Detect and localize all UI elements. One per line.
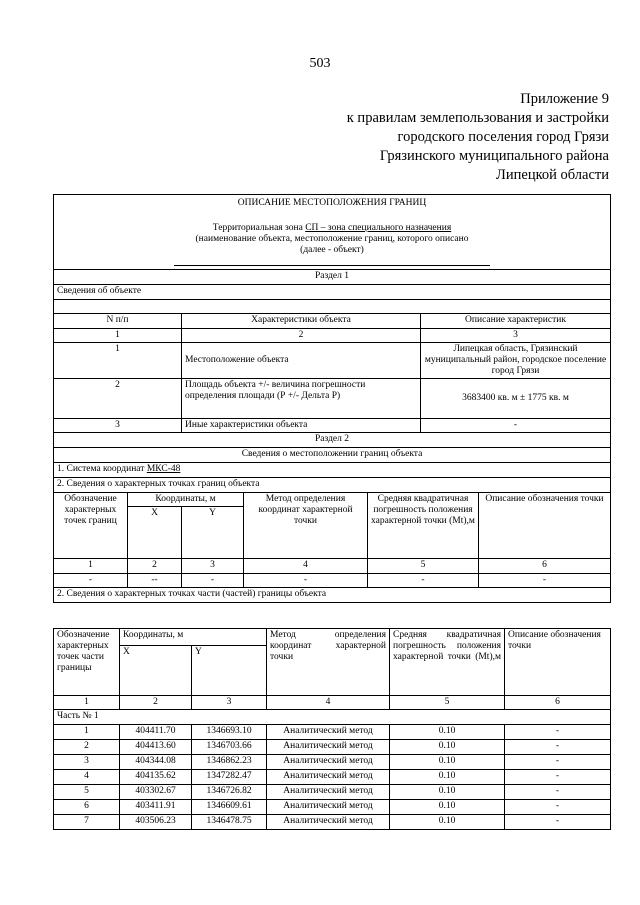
header-note: (наименование объекта, местоположение границ, которого описано <box>195 234 469 244</box>
cell: - <box>479 574 611 588</box>
cell: -- <box>128 574 182 588</box>
point-x: 403302.67 <box>120 785 192 800</box>
appendix-title: Приложение 9 <box>520 91 609 107</box>
point-error: 0.10 <box>390 755 505 770</box>
zone-name: СП – зона специального назначения <box>305 223 452 233</box>
point-description: - <box>505 725 611 740</box>
point-error: 0.10 <box>390 740 505 755</box>
point-method: Аналитический метод <box>267 755 390 770</box>
part-label: Часть № 1 <box>54 710 611 725</box>
col-header-y: Y <box>182 507 244 559</box>
characteristic-name: Местоположение объекта <box>182 343 421 379</box>
col-number: 3 <box>421 329 611 343</box>
point-number: 4 <box>54 770 120 785</box>
table-row <box>54 574 611 588</box>
coord-system-label: 1. Система координат <box>57 464 147 474</box>
point-x: 404411.70 <box>120 725 192 740</box>
point-number: 1 <box>54 725 120 740</box>
characteristic-value: - <box>421 419 611 433</box>
parts-table <box>53 628 611 830</box>
table-row <box>54 725 611 740</box>
characteristic-name: Иные характеристики объекта <box>182 419 421 433</box>
point-x: 404413.60 <box>120 740 192 755</box>
table-row <box>54 379 611 419</box>
col-number: 1 <box>54 696 120 710</box>
parts-title: 2. Сведения о характерных точках части (частей) границы объекта <box>54 588 611 603</box>
col-number: 2 <box>128 559 182 574</box>
appendix-line: Грязинского муниципального района <box>379 148 609 164</box>
col-header: N п/п <box>54 314 182 329</box>
point-y: 1347282.47 <box>192 770 267 785</box>
table-row <box>54 800 611 815</box>
spacer-row <box>54 300 611 314</box>
col-number: 5 <box>390 696 505 710</box>
page-number: 503 <box>309 56 331 71</box>
point-description: - <box>505 815 611 830</box>
col-number: 2 <box>182 329 421 343</box>
point-method: Аналитический метод <box>267 740 390 755</box>
col-header: Координаты, м <box>128 493 244 507</box>
cell: - <box>368 574 479 588</box>
point-x: 404135.62 <box>120 770 192 785</box>
col-header: Обозначение характерных точек границ <box>54 493 128 559</box>
point-description: - <box>505 755 611 770</box>
col-header: Характеристики объекта <box>182 314 421 329</box>
table-row <box>54 343 611 379</box>
point-description: - <box>505 800 611 815</box>
header-rule <box>174 265 490 266</box>
col-number: 5 <box>368 559 479 574</box>
point-error: 0.10 <box>390 815 505 830</box>
header-note: (далее - объект) <box>300 245 364 255</box>
appendix-line: Липецкой области <box>496 167 609 183</box>
col-number: 1 <box>54 559 128 574</box>
cell: - <box>54 574 128 588</box>
appendix-header <box>347 90 609 185</box>
col-number: 4 <box>244 559 368 574</box>
section1-title: Раздел 1 <box>54 270 611 285</box>
point-y: 1346862.23 <box>192 755 267 770</box>
point-number: 7 <box>54 815 120 830</box>
col-header: Обозначение характерных точек части границы <box>54 629 120 696</box>
point-y: 1346693.10 <box>192 725 267 740</box>
point-number: 6 <box>54 800 120 815</box>
point-x: 403506.23 <box>120 815 192 830</box>
point-method: Аналитический метод <box>267 815 390 830</box>
point-error: 0.10 <box>390 725 505 740</box>
table-row <box>54 815 611 830</box>
table-row <box>54 740 611 755</box>
coord-system-name: МКС-48 <box>146 464 181 474</box>
boundary-description-table <box>53 194 611 603</box>
point-number: 5 <box>54 785 120 800</box>
table-row <box>54 770 611 785</box>
cell: - <box>182 574 244 588</box>
col-number: 2 <box>120 696 192 710</box>
col-header-x: X <box>128 507 182 559</box>
col-header: Средняя квадратичная погрешность положения характерной точки (Мt),м <box>368 493 479 559</box>
section2-title: Раздел 2 <box>54 433 611 448</box>
point-y: 1346609.61 <box>192 800 267 815</box>
section1-subtitle: Сведения об объекте <box>54 285 611 300</box>
col-header-x: X <box>120 646 192 696</box>
point-method: Аналитический метод <box>267 725 390 740</box>
col-header: Координаты, м <box>120 629 267 646</box>
point-description: - <box>505 770 611 785</box>
table-row <box>54 755 611 770</box>
row-number: 1 <box>54 343 182 379</box>
col-header: Метод определения координат характерной точки <box>244 493 368 559</box>
table-row <box>54 785 611 800</box>
point-description: - <box>505 785 611 800</box>
document-header-box <box>54 195 611 270</box>
cell: - <box>244 574 368 588</box>
col-header: Метод определения координат характерной точки <box>267 629 390 696</box>
point-method: Аналитический метод <box>267 770 390 785</box>
section2-subtitle: Сведения о местоположении границ объекта <box>54 448 611 463</box>
point-y: 1346703.66 <box>192 740 267 755</box>
appendix-line: к правилам землепользования и застройки <box>346 110 609 126</box>
points-title: 2. Сведения о характерных точках границ объекта <box>54 478 611 493</box>
point-error: 0.10 <box>390 785 505 800</box>
col-number: 4 <box>267 696 390 710</box>
point-method: Аналитический метод <box>267 800 390 815</box>
point-x: 403411.91 <box>120 800 192 815</box>
point-y: 1346478.75 <box>192 815 267 830</box>
characteristic-value: Липецкая область, Грязинский муниципальный район, городское поселение город Грязи <box>421 343 611 379</box>
col-header: Описание обозначения точки <box>479 493 611 559</box>
col-number: 6 <box>505 696 611 710</box>
col-number: 6 <box>479 559 611 574</box>
characteristic-name: Площадь объекта +/- величина погрешности определения площади (Р +/- Дельта Р) <box>182 379 421 419</box>
point-method: Аналитический метод <box>267 785 390 800</box>
zone-line <box>57 223 607 234</box>
row-number: 3 <box>54 419 182 433</box>
coord-system <box>54 463 611 478</box>
row-number: 2 <box>54 379 182 419</box>
document-title: ОПИСАНИЕ МЕСТОПОЛОЖЕНИЯ ГРАНИЦ <box>237 198 427 208</box>
col-number: 3 <box>192 696 267 710</box>
point-error: 0.10 <box>390 800 505 815</box>
appendix-line: городского поселения город Грязи <box>397 129 609 145</box>
col-header: Описание характеристик <box>421 314 611 329</box>
col-header-y: Y <box>192 646 267 696</box>
point-y: 1346726.82 <box>192 785 267 800</box>
point-number: 3 <box>54 755 120 770</box>
col-header: Средняя квадратичная погрешность положения характерной точки (Мt),м <box>390 629 505 696</box>
col-number: 1 <box>54 329 182 343</box>
point-error: 0.10 <box>390 770 505 785</box>
col-header: Описание обозначения точки <box>505 629 611 696</box>
characteristic-value: 3683400 кв. м ± 1775 кв. м <box>421 379 611 419</box>
zone-prefix: Территориальная зона <box>212 223 306 233</box>
point-description: - <box>505 740 611 755</box>
col-number: 3 <box>182 559 244 574</box>
point-number: 2 <box>54 740 120 755</box>
point-x: 404344.08 <box>120 755 192 770</box>
table-row <box>54 419 611 433</box>
